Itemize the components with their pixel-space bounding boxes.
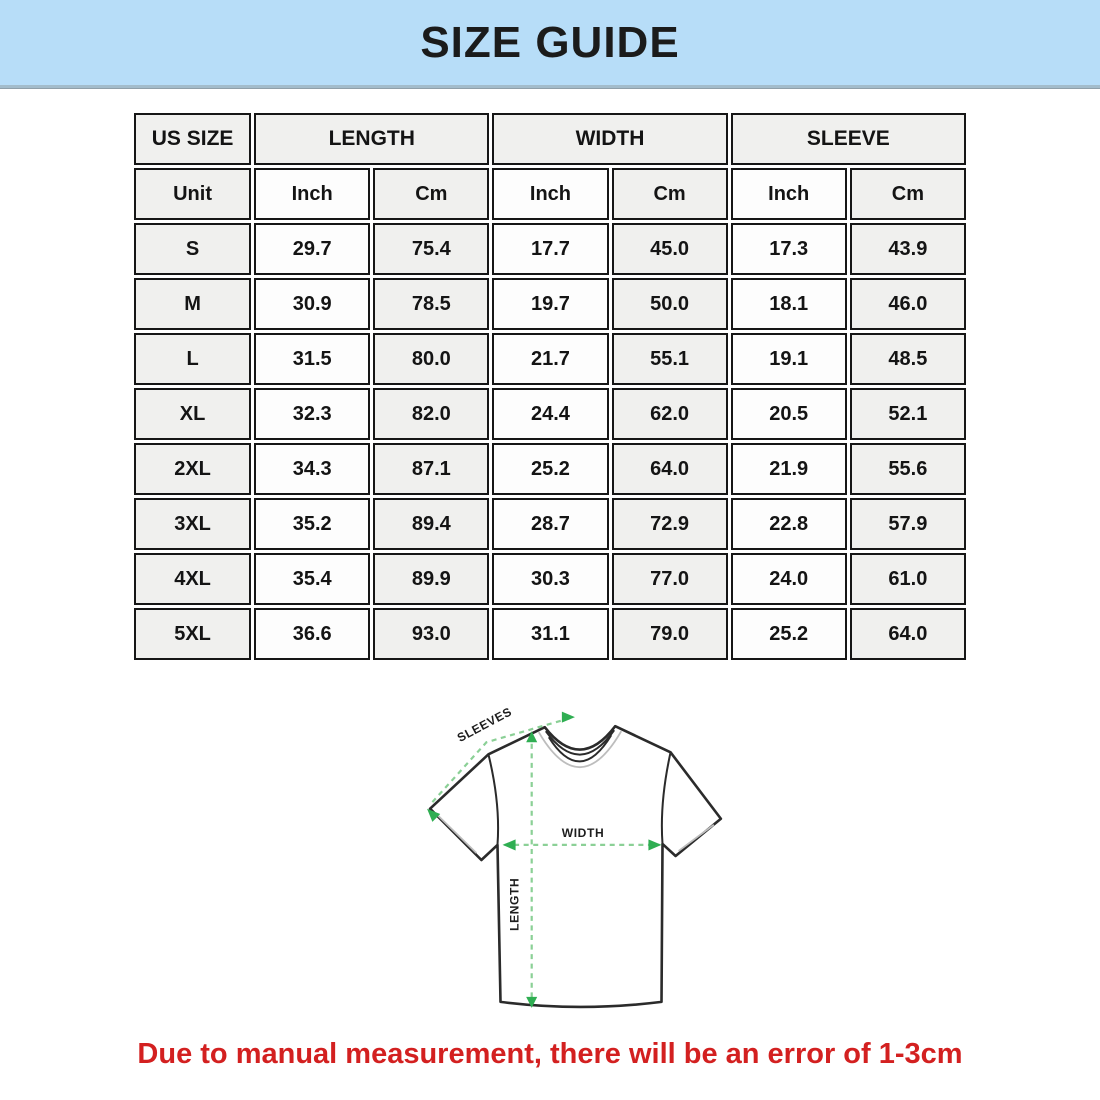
col-header-width: WIDTH bbox=[492, 113, 727, 165]
value-cell: 24.0 bbox=[731, 553, 847, 605]
col-header-us-size: US SIZE bbox=[134, 113, 251, 165]
measurement-note: Due to manual measurement, there will be an error of 1-3cm bbox=[137, 1038, 963, 1070]
value-cell: 31.1 bbox=[492, 608, 608, 660]
group-header-row bbox=[134, 113, 966, 165]
size-cell: 3XL bbox=[134, 498, 251, 550]
value-cell: 64.0 bbox=[612, 443, 728, 495]
value-cell: 24.4 bbox=[492, 388, 608, 440]
value-cell: 21.9 bbox=[731, 443, 847, 495]
size-cell: XL bbox=[134, 388, 251, 440]
unit-col-header: Cm bbox=[850, 168, 966, 220]
banner bbox=[0, 0, 1100, 88]
value-cell: 57.9 bbox=[850, 498, 966, 550]
table-row-xl bbox=[134, 388, 966, 440]
value-cell: 87.1 bbox=[373, 443, 489, 495]
value-cell: 21.7 bbox=[492, 333, 608, 385]
value-cell: 36.6 bbox=[254, 608, 370, 660]
value-cell: 43.9 bbox=[850, 223, 966, 275]
unit-col-header: Inch bbox=[731, 168, 847, 220]
value-cell: 31.5 bbox=[254, 333, 370, 385]
table-row-3xl bbox=[134, 498, 966, 550]
value-cell: 61.0 bbox=[850, 553, 966, 605]
value-cell: 30.3 bbox=[492, 553, 608, 605]
value-cell: 64.0 bbox=[850, 608, 966, 660]
value-cell: 28.7 bbox=[492, 498, 608, 550]
value-cell: 17.7 bbox=[492, 223, 608, 275]
page-title: SIZE GUIDE bbox=[420, 17, 680, 67]
value-cell: 78.5 bbox=[373, 278, 489, 330]
table-row-s bbox=[134, 223, 966, 275]
diagram-label-sleeves: SLEEVES bbox=[454, 704, 515, 745]
col-header-length: LENGTH bbox=[254, 113, 489, 165]
value-cell: 72.9 bbox=[612, 498, 728, 550]
value-cell: 34.3 bbox=[254, 443, 370, 495]
table-row-2xl bbox=[134, 443, 966, 495]
table-row-5xl bbox=[134, 608, 966, 660]
size-cell: 4XL bbox=[134, 553, 251, 605]
unit-col-header: Cm bbox=[373, 168, 489, 220]
value-cell: 89.9 bbox=[373, 553, 489, 605]
value-cell: 79.0 bbox=[612, 608, 728, 660]
unit-col-header: Cm bbox=[612, 168, 728, 220]
value-cell: 35.4 bbox=[254, 553, 370, 605]
size-cell: S bbox=[134, 223, 251, 275]
value-cell: 55.6 bbox=[850, 443, 966, 495]
value-cell: 48.5 bbox=[850, 333, 966, 385]
value-cell: 22.8 bbox=[731, 498, 847, 550]
size-cell: 2XL bbox=[134, 443, 251, 495]
value-cell: 80.0 bbox=[373, 333, 489, 385]
value-cell: 32.3 bbox=[254, 388, 370, 440]
value-cell: 29.7 bbox=[254, 223, 370, 275]
value-cell: 25.2 bbox=[731, 608, 847, 660]
unit-header-row bbox=[134, 168, 966, 220]
size-cell: L bbox=[134, 333, 251, 385]
unit-col-header: Inch bbox=[492, 168, 608, 220]
unit-cell: Unit bbox=[134, 168, 251, 220]
diagram-label-width: WIDTH bbox=[561, 825, 605, 840]
value-cell: 50.0 bbox=[612, 278, 728, 330]
value-cell: 89.4 bbox=[373, 498, 489, 550]
col-header-sleeve: SLEEVE bbox=[731, 113, 966, 165]
value-cell: 52.1 bbox=[850, 388, 966, 440]
value-cell: 19.1 bbox=[731, 333, 847, 385]
table-row-l bbox=[134, 333, 966, 385]
arrow-right-icon bbox=[562, 712, 575, 723]
value-cell: 30.9 bbox=[254, 278, 370, 330]
value-cell: 93.0 bbox=[373, 608, 489, 660]
value-cell: 82.0 bbox=[373, 388, 489, 440]
size-cell: M bbox=[134, 278, 251, 330]
value-cell: 45.0 bbox=[612, 223, 728, 275]
value-cell: 77.0 bbox=[612, 553, 728, 605]
value-cell: 46.0 bbox=[850, 278, 966, 330]
value-cell: 55.1 bbox=[612, 333, 728, 385]
size-table bbox=[131, 110, 969, 663]
unit-col-header: Inch bbox=[254, 168, 370, 220]
table-row-m bbox=[134, 278, 966, 330]
tshirt-diagram bbox=[424, 698, 736, 1020]
table-row-4xl bbox=[134, 553, 966, 605]
value-cell: 17.3 bbox=[731, 223, 847, 275]
value-cell: 20.5 bbox=[731, 388, 847, 440]
value-cell: 35.2 bbox=[254, 498, 370, 550]
tshirt-outline-icon bbox=[430, 726, 721, 1007]
value-cell: 25.2 bbox=[492, 443, 608, 495]
diagram-label-length: LENGTH bbox=[507, 877, 522, 931]
value-cell: 18.1 bbox=[731, 278, 847, 330]
value-cell: 19.7 bbox=[492, 278, 608, 330]
value-cell: 75.4 bbox=[373, 223, 489, 275]
size-cell: 5XL bbox=[134, 608, 251, 660]
value-cell: 62.0 bbox=[612, 388, 728, 440]
